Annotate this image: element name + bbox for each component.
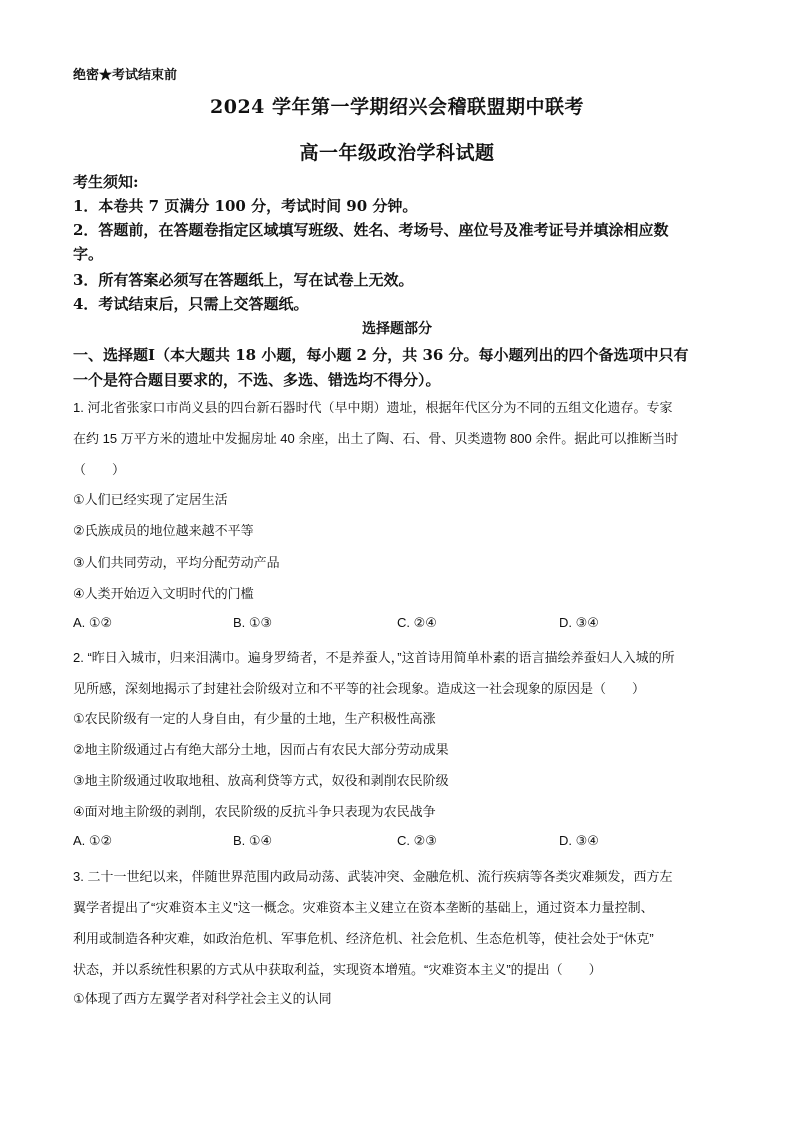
question-2-choices: [73, 833, 693, 853]
statement: ②氏族成员的地位越来越不平等: [73, 523, 254, 538]
notice-item: 字。: [73, 245, 104, 263]
question-line: （ ）: [73, 462, 126, 477]
statement: ①农民阶级有一定的人身自由，有少量的土地，生产积极性高涨: [73, 711, 436, 726]
notice-item: 2．答题前，在答题卷指定区域填写班级、姓名、考场号、座位号及准考证号并填涂相应数: [73, 221, 669, 239]
question-line: 在约 15 万平方米的遗址中发掘房址 40 余座，出土了陶、石、骨、贝类遗物 800 余件。据此可以推断当时: [73, 431, 679, 446]
question-line: 翼学者提出了“灾难资本主义”这一概念。灾难资本主义建立在资本垄断的基础上，通过资本力量控制、: [73, 900, 654, 915]
choice-a: A. ①②: [73, 833, 113, 848]
statement: ①体现了西方左翼学者对科学社会主义的认同: [73, 991, 332, 1006]
section-part-title: 选择题部分: [362, 321, 432, 337]
question-line: 见所感，深刻地揭示了封建社会阶级对立和不平等的社会现象。造成这一社会现象的原因是（ ）: [73, 681, 646, 696]
notice-item: 4．考试结束后，只需上交答题纸。: [73, 295, 309, 313]
statement: ④人类开始迈入文明时代的门槛: [73, 586, 254, 601]
section-instructions-line: 一个是符合题目要求的，不选、多选、错选均不得分）。: [73, 371, 441, 389]
statement: ①人们已经实现了定居生活: [73, 492, 228, 507]
statement: ②地主阶级通过占有绝大部分土地，因而占有农民大部分劳动成果: [73, 742, 449, 757]
choice-d: D. ③④: [559, 833, 599, 848]
notice-heading: 考生须知:: [73, 173, 139, 191]
question-line: 3. 二十一世纪以来，伴随世界范围内政局动荡、武装冲突、金融危机、流行疾病等各类灾难频发，西方左: [73, 869, 673, 884]
confidential-mark: 绝密★考试结束前: [73, 68, 178, 83]
question-3-stem: [73, 861, 733, 985]
notice-item: 1．本卷共 7 页满分 100 分，考试时间 90 分钟。: [73, 197, 418, 215]
question-line: 1. 河北省张家口市尚义县的四台新石器时代（早中期）遗址，根据年代区分为不同的五组文化遗存。专家: [73, 400, 673, 415]
question-2-stem: [73, 642, 733, 704]
question-line: 状态，并以系统性积累的方式从中获取利益，实现资本增殖。“灾难资本主义”的提出（ ）: [73, 962, 602, 977]
statement: ③地主阶级通过收取地租、放高利贷等方式，奴役和剥削农民阶级: [73, 773, 449, 788]
choice-c: C. ②③: [397, 833, 437, 848]
notice-item: 3．所有答案必须写在答题纸上，写在试卷上无效。: [73, 271, 414, 289]
choice-d: D. ③④: [559, 615, 599, 630]
statement: ④面对地主阶级的剥削，农民阶级的反抗斗争只表现为农民战争: [73, 804, 436, 819]
section-instructions-line: 一、选择题Ⅰ（本大题共 18 小题，每小题 2 分，共 36 分。每小题列出的四个备选项中只有: [73, 346, 689, 364]
choice-a: A. ①②: [73, 615, 113, 630]
question-1-choices: [73, 615, 693, 635]
question-1-stem: [73, 392, 733, 485]
question-line: 利用或制造各种灾难，如政治危机、军事危机、经济危机、社会危机、生态危机等，使社会处于“休克”: [73, 931, 654, 946]
section-instructions: [73, 343, 728, 393]
question-line: 2. “昨日入城市，归来泪满巾。遍身罗绮者，不是养蚕人，”这首诗用简单朴素的语言描绘养蚕妇人入城的所: [73, 650, 675, 665]
choice-c: C. ②④: [397, 615, 437, 630]
choice-b: B. ①④: [233, 833, 273, 848]
exam-subtitle: 高一年级政治学科试题: [299, 142, 495, 164]
choice-b: B. ①③: [233, 615, 273, 630]
exam-title: 2024 学年第一学期绍兴会稽联盟期中联考: [210, 96, 584, 118]
statement: ③人们共同劳动，平均分配劳动产品: [73, 555, 280, 570]
